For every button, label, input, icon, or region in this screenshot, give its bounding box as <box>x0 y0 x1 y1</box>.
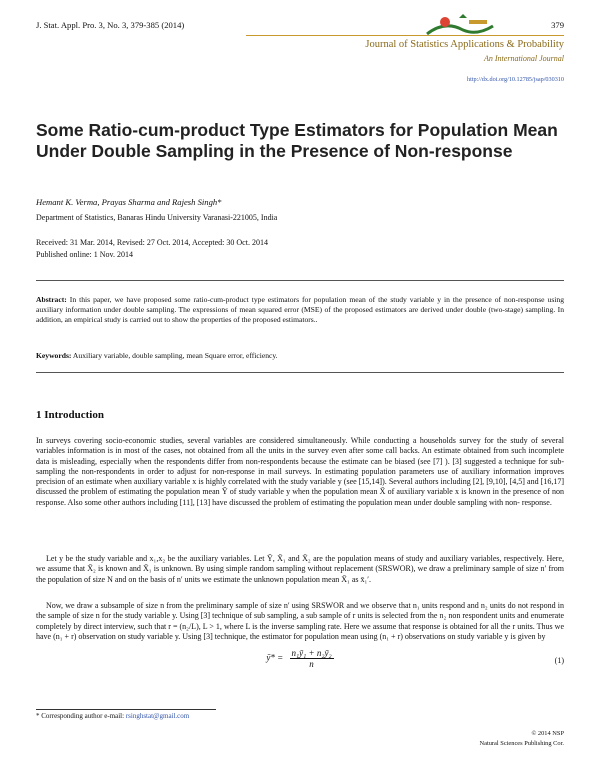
divider-top <box>36 280 564 281</box>
equation-1 <box>0 648 600 669</box>
intro-paragraph-2 <box>36 554 564 585</box>
authors: Hemant K. Verma, Prayas Sharma and Rajesh Singh* <box>36 197 222 207</box>
citation: J. Stat. Appl. Pro. 3, No. 3, 379-385 (2014) <box>36 20 185 30</box>
section-heading: 1 Introduction <box>36 409 104 421</box>
journal-subtitle: An International Journal <box>484 54 564 63</box>
footnote <box>36 712 189 720</box>
footnote-label: * Corresponding author e-mail: <box>36 712 125 720</box>
keywords <box>36 351 564 360</box>
abstract <box>36 295 564 326</box>
doi-link[interactable]: http://dx.doi.org/10.12785/jsap/030310 <box>467 76 564 83</box>
paragraph-text: In surveys covering socio-economic studies, several variables are considered simultaneously. While conducting a households survey for the study of several variables information is in most of the cases, not obtained from all the units in the survey even after some call backs. An estimate obtained from such incomplete data is misleading, especially when the respondents differ from non-respondents because the estimate can be biased (see [7] ). [3] suggested a technique for sub-sampling the non-respondents in order to adjust for non-response in mail surveys. In estimating population parameters use of auxiliary information improves precision of an estimate when auxiliary variable x is highly correlated with the study variable y (see [15,14]). Several authors including [2], [9,10], [4,5] and [16,17] discussed the problem of estimating the population mean Ȳ of study variable y when the population mean X̄ of auxiliary variable x is known in the presence of non response. Also some other authors including [11], [13] have discussed the problem of estimating the population mean under double sampling with non- response. <box>36 436 564 507</box>
affiliation: Department of Statistics, Banaras Hindu University Varanasi-221005, India <box>36 213 278 222</box>
intro-paragraph-1 <box>36 436 564 508</box>
paragraph-text: Let y be the study variable and x₁,x₂ be the auxiliary variables. Let Ȳ, X̄₁ and X̄₂ are the population means of study and auxiliary variables, respectively. Here, we assume that X̄₂ is known and X̄₁ is unknown. By using simple random sampling without replacement (SRSWOR), we draw a preliminary sample of size n′ from the population of size N and on the basis of n′ units we estimate the unknown population mean X̄₁ as x̄₁′. <box>36 554 564 584</box>
keywords-text: Auxiliary variable, double sampling, mean Square error, efficiency. <box>72 351 278 360</box>
journal-title: Journal of Statistics Applications & Probability <box>365 39 564 50</box>
email-link[interactable]: rsinghstat@gmail.com <box>125 712 190 720</box>
keywords-label: Keywords: <box>36 351 72 360</box>
equation-lhs: ȳ* = <box>266 652 284 663</box>
abstract-text: In this paper, we have proposed some ratio-cum-product type estimators for population mean of the study variable y in the presence of non-response using auxiliary information under double sampling. The expressions of mean squared error (MSE) of the proposed estimators are derived under double (two-stage) sampling. In addition, an empirical study is carried out to show the properties of the proposed estimators.. <box>36 295 564 325</box>
published-online: Published online: 1 Nov. 2014 <box>36 250 134 259</box>
divider-bottom <box>36 372 564 373</box>
footnote-rule <box>36 709 216 710</box>
page-number: 379 <box>551 20 564 30</box>
equation-denominator: n <box>309 659 314 669</box>
equation-numerator: n₁ȳ₁ + n₂ȳ₂ <box>291 648 332 658</box>
abstract-label: Abstract: <box>36 295 67 304</box>
dates: Received: 31 Mar. 2014, Revised: 27 Oct. 2014, Accepted: 30 Oct. 2014 <box>36 238 268 247</box>
equation-number: (1) <box>554 656 564 665</box>
copyright-line-1: © 2014 NSP <box>531 730 564 737</box>
intro-paragraph-3 <box>36 601 564 642</box>
copyright-line-2: Natural Sciences Publishing Cor. <box>479 740 564 747</box>
paragraph-text: Now, we draw a subsample of size n from the preliminary sample of size n′ using SRSWOR and we observe that n₁ units respond and n₂ units do not respond in the sample of size n for the study variable y. Using [3] technique of sub sampling, a sub sample of r units is selected from the n₂ non respondent units and enumerate completely by direct interview, such that r = (n₂/L), L > 1, where L is the inverse sampling rate. Here we assume that response is obtained for all the r units. Thus we have (n₁ + r) observation on study variable y. Using [3] technique, the estimator for population mean using (n₁ + r) observations on study variable y is given by <box>36 601 564 641</box>
paper-title: Some Ratio-cum-product Type Estimators for Population Mean Under Double Sampling in the Presence of Non-response <box>36 120 558 161</box>
